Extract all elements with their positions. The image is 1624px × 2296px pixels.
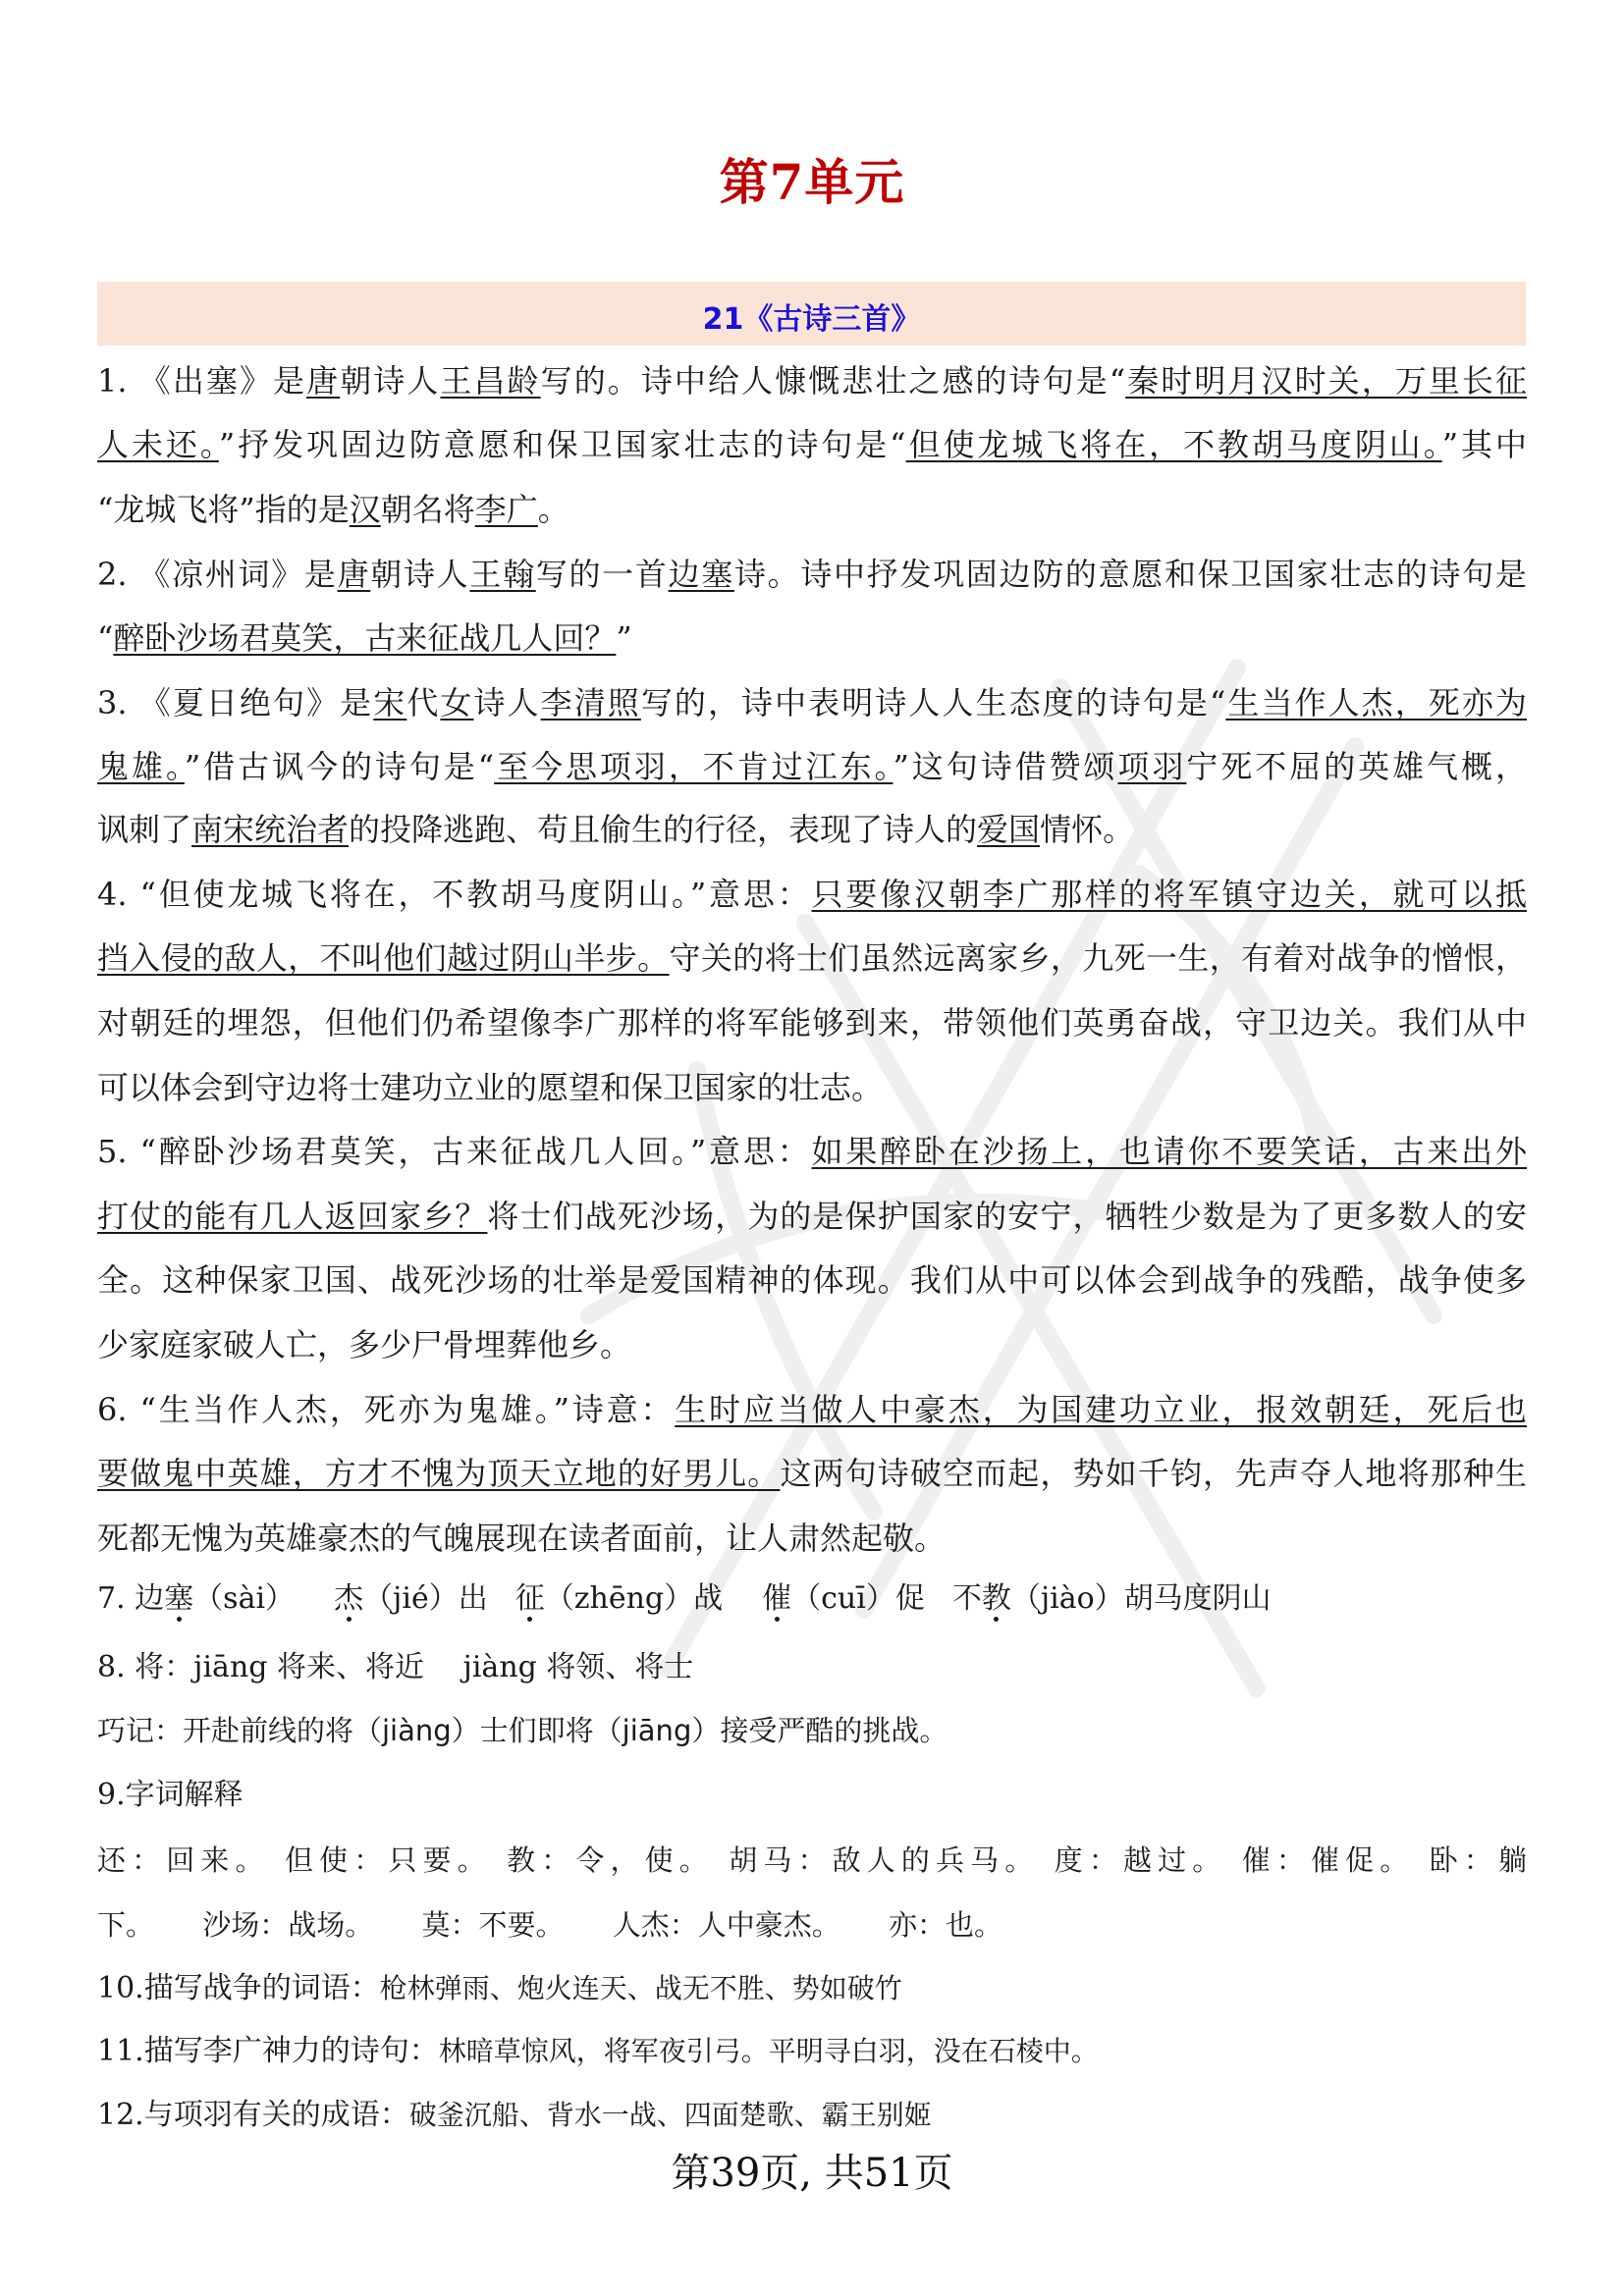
answer-blank: 如果醉卧在沙扬上，也请你不要笑话，古来出外 [811, 1133, 1527, 1170]
definition: 教：令，使。 [507, 1843, 714, 1877]
item-2-line-2: “醉卧沙场君莫笑，古来征战几人回？” [97, 619, 632, 657]
answer-blank: 王昌龄 [440, 362, 541, 400]
pinyin-word: 催（cuī）促 [762, 1581, 925, 1616]
definition: 卧：躺 [1429, 1843, 1527, 1877]
item-4-line-3: 对朝廷的埋怨，但他们仍希望像李广那样的将军能够到来，带领他们英勇奋战，守卫边关。我们从中 [97, 1004, 1527, 1041]
section-header-band [97, 282, 1526, 346]
definition: 人杰：人中豪杰。 [612, 1908, 840, 1942]
item-9-heading: 9.字词解释 [97, 1778, 244, 1812]
answer-blank: 生当作人杰，死亦为 [1225, 684, 1527, 721]
section-title: 21《古诗三首》 [702, 302, 921, 337]
answer-blank: 至今思项羽，不肯过江东。 [494, 748, 893, 785]
definition: 度：越过。 [1054, 1843, 1227, 1877]
item-4-line-2: 挡入侵的敌人，不叫他们越过阴山半步。守关的将士们虽然远离家乡，九死一生，有着对战争的憎恨， [97, 939, 1527, 977]
answer-blank: 鬼雄。 [97, 748, 185, 785]
definition: 下。 [97, 1908, 155, 1942]
answer-blank: 汉 [349, 491, 381, 528]
definition: 但使：只要。 [285, 1843, 492, 1877]
answer-blank: 李广 [474, 491, 538, 528]
emphasis-dot-char: 教 [981, 1581, 1011, 1616]
item-8-line: 8. 将：jiāng 将来、将近 jiàng 将领、将士 [97, 1650, 694, 1684]
item-11-line: 11.描写李广神力的诗句：林暗草惊风，将军夜引弓。平明寻白羽，没在石棱中。 [97, 2034, 1099, 2068]
answer-blank: 生时应当做人中豪杰，为国建功立业，报效朝廷，死后也 [675, 1391, 1527, 1428]
item-3-line-1: 3. 《夏日绝句》是宋代女诗人李清照写的，诗中表明诗人人生态度的诗句是“生当作人杰，死亦为 [97, 684, 1527, 721]
emphasis-dot-char: 塞 [164, 1581, 194, 1616]
item-9-definitions-line-1 [97, 1838, 1527, 1883]
item-12-line: 12.与项羽有关的成语：破釜沉船、背水一战、四面楚歌、霸王别姬 [97, 2098, 932, 2132]
item-6-line-2: 要做鬼中英雄，方才不愧为顶天立地的好男儿。这两句诗破空而起，势如千钧，先声夺人地将那种生 [97, 1455, 1527, 1492]
answer-blank: 李清照 [540, 684, 641, 721]
answer-blank: 唐 [306, 362, 341, 400]
pinyin-word: 征（zhēng）战 [514, 1581, 724, 1616]
item-6-line-3: 死都无愧为英雄豪杰的气魄展现在读者面前，让人肃然起敬。 [97, 1520, 947, 1557]
item-5-line-3: 全。这种保家卫国、战死沙场的壮举是爱国精神的体现。我们从中可以体会到战争的残酷，战争使多 [97, 1261, 1527, 1299]
answer-blank: 宋 [373, 684, 407, 721]
answer-blank: 挡入侵的敌人，不叫他们越过阴山半步。 [97, 939, 670, 977]
answer-blank: 王翰 [469, 556, 536, 593]
answer-blank: 但使龙城飞将在，不教胡马度阴山。 [905, 426, 1442, 463]
answer-blank: 唐 [337, 556, 371, 593]
answer-blank: 人未还。 [97, 426, 219, 463]
answer-blank: 要做鬼中英雄，方才不愧为顶天立地的好男儿。 [97, 1455, 781, 1492]
answer-blank: 项羽 [1117, 748, 1187, 785]
item-4-line-1: 4. “但使龙城飞将在，不教胡马度阴山。”意思：只要像汉朝李广那样的将军镇守边关，就可以抵 [97, 876, 1527, 913]
definition: 亦：也。 [888, 1908, 1002, 1942]
item-4-line-4: 可以体会到守边将士建功立业的愿望和保卫国家的壮志。 [97, 1069, 884, 1106]
item-5-line-2: 打仗的能有几人返回家乡？将士们战死沙场，为的是保护国家的安宁，牺牲少数是为了更多数人的安 [97, 1198, 1527, 1235]
answer-blank: 打仗的能有几人返回家乡？ [97, 1198, 488, 1235]
answer-blank: 女 [440, 684, 474, 721]
item-5-line-1: 5. “醉卧沙场君莫笑，古来征战几人回。”意思：如果醉卧在沙扬上，也请你不要笑话，古来出外 [97, 1133, 1527, 1170]
item-1-line-3: “龙城飞将”指的是汉朝名将李广。 [97, 491, 569, 528]
answer-blank: 只要像汉朝李广那样的将军镇守边关，就可以抵 [811, 876, 1527, 913]
item-10-line: 10.描写战争的词语：枪林弹雨、炮火连天、战无不胜、势如破竹 [97, 1971, 902, 2005]
pinyin-word: 边塞（sài） [135, 1581, 296, 1616]
answer-blank: 边塞 [668, 556, 734, 593]
item-3-line-2: 鬼雄。”借古讽今的诗句是“至今思项羽，不肯过江东。”这句诗借赞颂项羽宁死不屈的英雄气概， [97, 748, 1527, 785]
item-3-line-3: 讽刺了南宋统治者的投降逃跑、苟且偷生的行径，表现了诗人的爱国情怀。 [97, 811, 1135, 848]
item-7-pinyin-line: 7. 边塞（sài） 杰（jié）出 征（zhēng）战 催（cuī）促 不教（jiào）胡马度阴山 [97, 1581, 1272, 1616]
definition: 催：催促。 [1241, 1843, 1415, 1877]
pinyin-word: 杰（jié）出 [334, 1581, 488, 1616]
answer-blank: 醉卧沙场君莫笑，古来征战几人回？ [113, 619, 617, 657]
emphasis-dot-char: 催 [762, 1581, 792, 1616]
item-1-line-1: 1. 《出塞》是唐朝诗人王昌龄写的。诗中给人慷慨悲壮之感的诗句是“秦时明月汉时关，万里长征 [97, 362, 1527, 400]
item-9-definitions-line-2 [97, 1902, 1527, 1948]
item-2-line-1: 2. 《凉州词》是唐朝诗人王翰写的一首边塞诗。诗中抒发巩固边防的意愿和保卫国家壮志的诗句是 [97, 556, 1527, 593]
definition: 还：回来。 [97, 1843, 270, 1877]
definition: 胡马：敌人的兵马。 [729, 1843, 1040, 1877]
answer-blank: 南宋统治者 [191, 811, 350, 848]
emphasis-dot-char: 杰 [334, 1581, 364, 1616]
item-1-line-2: 人未还。”抒发巩固边防意愿和保卫国家壮志的诗句是“但使龙城飞将在，不教胡马度阴山。”其中 [97, 426, 1527, 463]
definition: 莫：不要。 [421, 1908, 565, 1942]
pinyin-word: 不教（jiào）胡马度阴山 [951, 1581, 1272, 1616]
definition: 沙场：战场。 [202, 1908, 374, 1942]
unit-title: 第7单元 [719, 153, 905, 211]
item-5-line-4: 少家庭家破人亡，多少尸骨埋葬他乡。 [97, 1326, 632, 1363]
item-8-mnemonic: 巧记：开赴前线的将（jiàng）士们即将（jiāng）接受严酷的挑战。 [97, 1714, 948, 1747]
page-number-footer: 第39页, 共51页 [671, 2151, 953, 2196]
emphasis-dot-char: 征 [514, 1581, 545, 1616]
item-6-line-1: 6. “生当作人杰，死亦为鬼雄。”诗意：生时应当做人中豪杰，为国建功立业，报效朝廷，死后也 [97, 1391, 1527, 1428]
answer-blank: 爱国 [977, 811, 1041, 848]
answer-blank: 秦时明月汉时关，万里长征 [1125, 362, 1527, 400]
